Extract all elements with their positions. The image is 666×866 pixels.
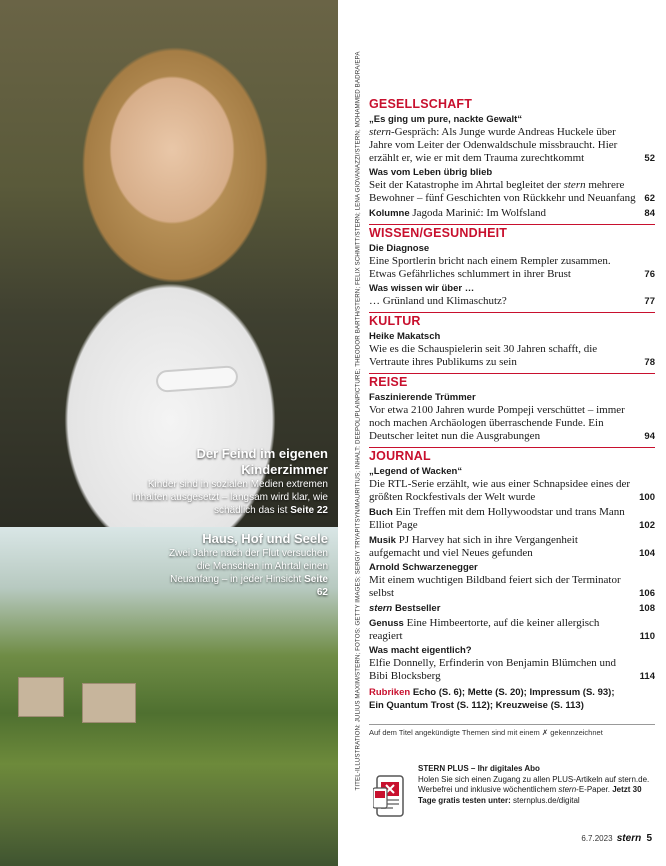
- entry-title: Was vom Leben übrig blieb: [369, 167, 493, 178]
- entry-page: 108: [639, 603, 655, 614]
- entry-title: „Es ging um pure, nackte Gewalt“: [369, 114, 523, 125]
- entry-title: Heike Makatsch: [369, 331, 441, 342]
- entry-title: „Legend of Wacken“: [369, 466, 463, 477]
- entry-page: 84: [644, 208, 655, 219]
- entry-page: 102: [639, 520, 655, 531]
- entry-text: Kolumne Jagoda Marinić: Im Wolfsland: [369, 207, 547, 219]
- entry-page: 104: [639, 548, 655, 559]
- toc-entry[interactable]: [369, 114, 655, 165]
- rubriken: Rubriken Echo (S. 6); Mette (S. 20); Impressum (S. 93); Ein Quantum Trost (S. 112); Kreuzweise (S. 113): [369, 687, 615, 711]
- entry-title: Was macht eigentlich?: [369, 645, 472, 656]
- toc-entry[interactable]: [369, 562, 655, 600]
- section-reise: REISE: [369, 373, 655, 390]
- second-story-page: Seite 62: [304, 574, 328, 598]
- toc-entry[interactable]: [369, 392, 655, 443]
- stern-plus-heading: STERN PLUS – Ihr digitales Abo: [418, 764, 540, 773]
- stern-logo: stern: [616, 833, 642, 844]
- toc-entry[interactable]: [369, 283, 655, 308]
- entry-text: Seit der Katastrophe im Ahrtal begleitet der stern mehrere Bewohner – fünf Geschichten von Rückkehr und Neuanfang: [369, 179, 636, 204]
- toc-entry[interactable]: [369, 207, 655, 220]
- entry-title: Was wissen wir über …: [369, 283, 475, 294]
- stern-plus-url[interactable]: sternplus.de/digital: [513, 795, 580, 805]
- entry-text: stern-Gespräch: Als Junge wurde Andreas Huckele über Jahre vom Leiter der Odenwaldschule missbraucht. Hier erzählt er, wie er mit dem Trauma zurechtkommt: [369, 126, 618, 164]
- cover-story-page: Seite 22: [290, 505, 328, 516]
- entry-page: 106: [639, 588, 655, 599]
- table-of-contents: [369, 96, 655, 712]
- entry-text: Vor etwa 2100 Jahren wurde Pompeji verschüttet – immer noch machen Archäologen überraschende Funde. Ein Deutscher leitet nun die Ausgrabungen: [369, 404, 625, 442]
- entry-text: Mit einem wuchtigen Bildband feiert sich der Terminator selbst: [369, 574, 621, 599]
- ruined-house-shape: [18, 677, 64, 717]
- stern-plus-promo[interactable]: [369, 764, 655, 834]
- entry-text: Elfie Donnelly, Erfinderin von Benjamin Blümchen und Bibi Blocksberg: [369, 657, 617, 682]
- entry-text: Eine Sportlerin bricht nach einem Rempler zusammen. Etwas Gefährliches schlummert in ihrer Brust: [369, 255, 611, 280]
- entry-title: Die Diagnose: [369, 243, 430, 254]
- entry-text: Buch Ein Treffen mit dem Hollywoodstar und trans Mann Elliot Page: [369, 506, 625, 531]
- cover-photo-girl-with-phone: [0, 0, 338, 527]
- cover-story-title: Der Feind im eigenen Kinderzimmer: [196, 446, 328, 477]
- section-kultur: KULTUR: [369, 312, 655, 329]
- entry-text: Musik PJ Harvey hat sich in ihre Vergangenheit aufgemacht und viel Neues gefunden: [369, 534, 578, 559]
- toc-entry[interactable]: [369, 534, 655, 560]
- entry-text: Genuss Eine Himbeertorte, auf die keiner allergisch reagiert: [369, 617, 600, 642]
- toc-entry[interactable]: [369, 617, 655, 643]
- second-story-title: Haus, Hof und Seele: [202, 531, 328, 546]
- page-number: 5: [646, 833, 652, 844]
- stern-plus-device-icon: [373, 774, 407, 820]
- entry-page: 114: [639, 671, 655, 682]
- entry-title: Faszinierende Trümmer: [369, 392, 476, 403]
- smartphone-shape: [155, 365, 238, 393]
- second-story-teaser: Zwei Jahre nach der Flut versuchen die Menschen im Ahrtal einen Neuanfang – in jeder Hinsicht Seite 62: [169, 548, 328, 598]
- toc-entry[interactable]: [369, 331, 655, 369]
- entry-title: Arnold Schwarzenegger: [369, 562, 478, 573]
- section-journal: JOURNAL: [369, 447, 655, 464]
- stern-plus-text: STERN PLUS – Ihr digitales Abo Holen Sie sich einen Zugang zu allen PLUS-Artikeln auf stern.de. Werbefrei und inklusive wöchentlichem stern-E-Paper. Jetzt 30 Tage gratis testen unter: sternplus.de/digital: [418, 764, 658, 806]
- cover-story-teaser: Kinder sind in sozialen Medien extremen Inhalten ausgesetzt – langsam wird klar, wie schädlich das ist Seite 22: [132, 479, 328, 516]
- toc-entry[interactable]: [369, 645, 655, 683]
- second-story-caption[interactable]: [158, 531, 328, 599]
- entry-page: 100: [639, 492, 655, 503]
- entry-text: stern Bestseller: [369, 603, 441, 614]
- photo-credits: TITEL-ILLUSTRATION: JULIUS MAXIM/STERN; FOTOS: GETTY IMAGES; SERGIY TRYAPITSYN/MAURITIUS; INHALT: DEEPOL/PLAINPICTURE; THEODOR BARTH/STERN; FELIX SCHMITT/STERN; LENA GIOVANAZZI/STERN; MOHAMMED BADRA/EPA: [354, 51, 362, 791]
- toc-entry[interactable]: [369, 466, 655, 504]
- issue-date: 6.7.2023: [581, 834, 613, 843]
- section-wissen-gesundheit: WISSEN/GESUNDHEIT: [369, 224, 655, 241]
- entry-text: Wie es die Schauspielerin seit 30 Jahren schafft, die Vertraute ihres Publikums zu sein: [369, 343, 598, 368]
- toc-entry[interactable]: [369, 602, 655, 615]
- entry-page: 78: [644, 357, 655, 368]
- entry-page: 110: [639, 631, 655, 642]
- entry-page: 62: [644, 193, 655, 204]
- entry-page: 94: [644, 431, 655, 442]
- section-gesellschaft: GESELLSCHAFT: [369, 97, 473, 111]
- cover-topics-footnote: Auf dem Titel angekündigte Themen sind mit einem ✗ gekennzeichnet: [369, 724, 655, 737]
- toc-entry[interactable]: [369, 167, 655, 205]
- cover-story-caption[interactable]: [118, 446, 328, 517]
- entry-text: Die RTL-Serie erzählt, wie aus einer Schnapsidee eines der größten Rockfestivals der Welt wurde: [369, 478, 631, 503]
- page-folio: [581, 833, 652, 844]
- entry-page: 76: [644, 269, 655, 280]
- entry-page: 77: [644, 296, 655, 307]
- entry-text: … Grünland und Klimaschutz?: [369, 295, 507, 307]
- entry-page: 52: [644, 153, 655, 164]
- ahrtal-landscape-photo: [0, 527, 338, 866]
- ruined-house-shape: [82, 683, 136, 723]
- toc-entry[interactable]: [369, 243, 655, 281]
- toc-entry[interactable]: [369, 506, 655, 532]
